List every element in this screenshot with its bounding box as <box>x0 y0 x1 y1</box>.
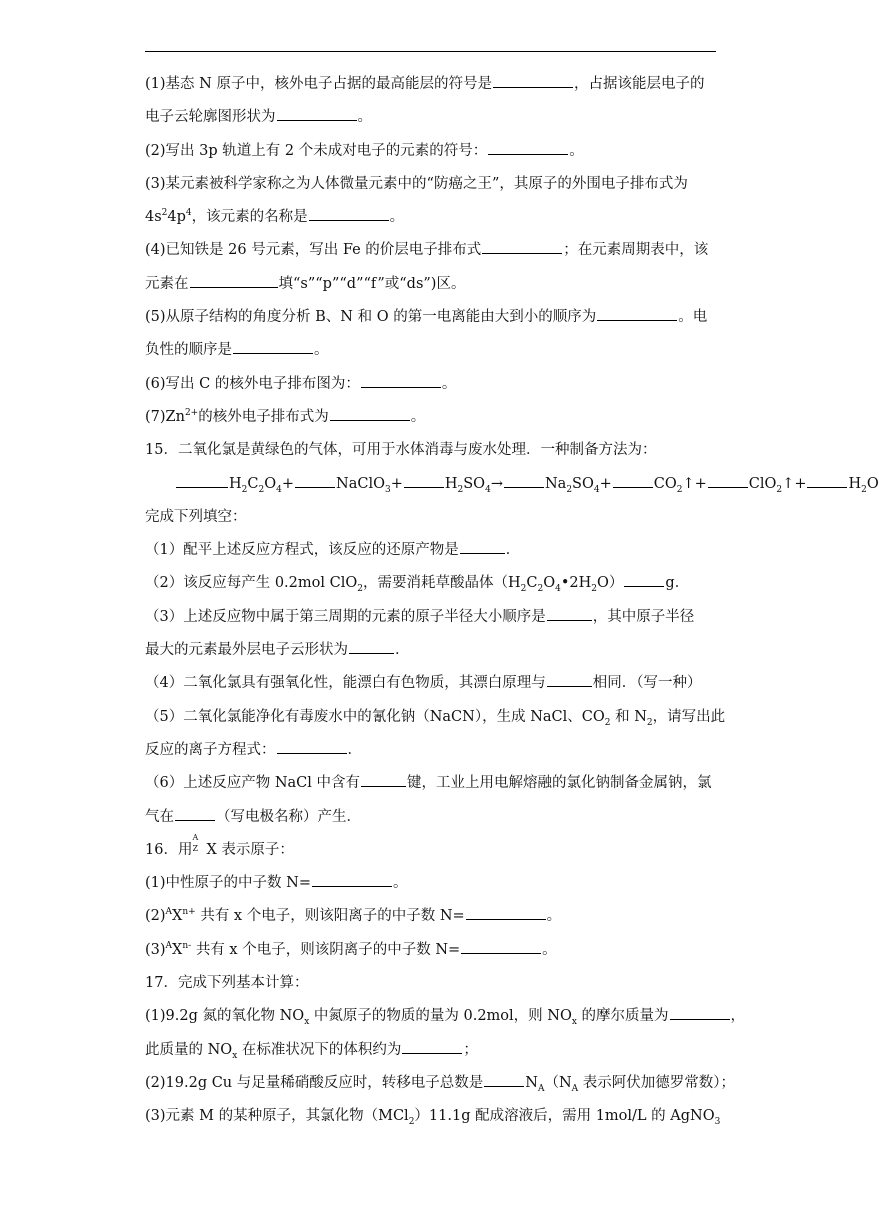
q15-text: （1）配平上述反应方程式，该反应的还原产物是 <box>145 542 459 559</box>
subscript: 2 <box>241 484 248 495</box>
atomic-number: Z <box>192 843 199 853</box>
q14-text: ，占据该能层电子的 <box>573 76 705 92</box>
q15-text: （5）二氧化氯能净化有毒废水中的氰化钠（NaCN），生成 NaCl、CO <box>145 708 605 725</box>
coefficient-blank[interactable] <box>807 472 847 488</box>
q14-text: 填“s”“p”“d”“f”或“ds”)区。 <box>278 275 466 292</box>
formula: H <box>848 475 862 492</box>
subscript: 3 <box>714 1117 721 1128</box>
q14-text: ；在元素周期表中，该 <box>563 242 709 259</box>
punct: 。 <box>410 408 426 425</box>
q15-text: （6）上述反应产物 NaCl 中含有 <box>145 775 361 792</box>
q14-text: (5)从原子结构的角度分析 B、N 和 O 的第一电离能由大到小的顺序为 <box>145 309 597 326</box>
answer-blank[interactable] <box>493 72 573 88</box>
q16-text: 共有 x 个电子，则该阴离子的中子数 N= <box>191 941 461 958</box>
subscript: 2 <box>520 584 527 595</box>
formula: H <box>444 475 458 492</box>
formula: C <box>247 475 259 492</box>
subscript: 2 <box>357 584 363 595</box>
q14-part4-line2 <box>145 268 720 301</box>
answer-blank[interactable] <box>233 338 313 354</box>
answer-blank[interactable] <box>482 238 562 254</box>
formula: O） <box>597 575 624 592</box>
formula: SO <box>572 475 594 492</box>
subscript: 4 <box>555 584 561 595</box>
formula: 4p <box>167 209 186 226</box>
answer-blank[interactable] <box>361 771 406 787</box>
subscript: 2 <box>408 1117 415 1128</box>
q15-sub5-line2 <box>145 734 720 767</box>
q17-text: ）11.1g 配成溶液后，需用 1mol/L 的 AgNO <box>414 1108 715 1125</box>
q15-text: ，其中原子半径 <box>592 608 695 625</box>
subscript: x <box>571 1017 577 1028</box>
unit: g． <box>665 575 690 592</box>
q14-part7 <box>145 401 720 434</box>
question-title: 16．用 <box>145 841 193 858</box>
subscript: 4 <box>276 484 282 495</box>
formula: O <box>543 575 556 592</box>
q15-text: （写电极名称）产生． <box>216 808 361 825</box>
answer-blank[interactable] <box>402 1038 462 1054</box>
q16-title <box>145 834 720 867</box>
formula: 4s <box>145 209 162 226</box>
charge: n- <box>182 940 192 951</box>
coefficient-blank[interactable] <box>295 472 335 488</box>
subscript: 2 <box>861 484 867 495</box>
punct: 。 <box>389 209 405 226</box>
q15-text: 气在 <box>145 808 174 825</box>
q15-sub6-line1 <box>145 767 720 800</box>
answer-blank[interactable] <box>597 305 677 321</box>
answer-blank[interactable] <box>190 272 278 288</box>
q17-part1-line2 <box>145 1034 720 1067</box>
q16-part3 <box>145 934 720 967</box>
reaction-arrow: → <box>490 475 503 492</box>
q14-part3-line2 <box>145 201 720 234</box>
subscript: 2 <box>604 717 611 728</box>
q15-intro <box>145 501 720 534</box>
q17-title <box>145 967 720 1000</box>
q15-sub5-line1 <box>145 701 726 734</box>
answer-blank[interactable] <box>309 205 389 221</box>
answer-blank[interactable] <box>312 871 392 887</box>
q16-text: (3) <box>145 941 166 958</box>
formula: O <box>866 475 879 492</box>
plus-sign: + <box>794 475 807 492</box>
q14-part1-line2 <box>145 101 720 134</box>
formula: SO <box>463 475 486 492</box>
answer-blank[interactable] <box>670 1004 730 1020</box>
subscript: 2 <box>776 484 783 495</box>
q16-part1 <box>145 867 720 900</box>
answer-blank[interactable] <box>461 938 541 954</box>
q15-text: 键，工业上用电解熔融的氯化钠制备金属钠，氯 <box>407 775 712 792</box>
coefficient-blank[interactable] <box>708 472 748 488</box>
header-rule <box>145 51 716 52</box>
question-title: 17．完成下列基本计算： <box>145 975 309 992</box>
q15-text: 最大的元素最外层电子云形状为 <box>145 642 348 659</box>
q17-text: (2)19.2g Cu 与足量稀硝酸反应时，转移电子总数是 <box>145 1074 484 1091</box>
q14-part5-line2 <box>145 334 720 367</box>
q17-text: (1)9.2g 氮的氧化物 NO <box>145 1008 305 1025</box>
q14-part4-line1 <box>145 234 720 267</box>
element-symbol: X <box>172 941 183 958</box>
q14-text: (6)写出 C 的核外电子排布图为： <box>145 375 360 392</box>
element-symbol: X <box>172 908 183 925</box>
formula: ClO <box>748 475 777 492</box>
q17-text: (3)元素 M 的某种原子，其氯化物（MCl <box>145 1108 409 1125</box>
subscript: x <box>304 1017 310 1028</box>
q15-text: （3）上述反应物中属于第三周期的元素的原子半径大小顺序是 <box>145 608 546 625</box>
q16-text: (1)中性原子的中子数 N= <box>145 875 311 892</box>
q17-text: 在标准状况下的体积约为 <box>237 1041 402 1058</box>
answer-blank[interactable] <box>349 638 394 654</box>
answer-blank[interactable] <box>330 405 410 421</box>
q15-text: （4）二氧化氯具有强氧化性，能漂白有色物质，其漂白原理与 <box>145 675 546 692</box>
answer-blank[interactable] <box>484 1071 524 1087</box>
q15-title <box>145 434 720 467</box>
subscript: 2 <box>457 484 464 495</box>
q14-text: 的核外电子排布式为 <box>198 408 329 425</box>
q14-text: (1)基态 N 原子中，核外电子占据的最高能层的符号是 <box>145 76 492 92</box>
nuclide-notation <box>192 832 206 854</box>
coefficient-blank[interactable] <box>404 472 444 488</box>
subscript: A <box>537 1083 545 1094</box>
q14-part3-line1 <box>145 168 720 201</box>
punct: 。 <box>569 142 584 159</box>
q15-text: 和 N <box>610 708 647 725</box>
q17-text: （N <box>544 1074 572 1091</box>
gas-arrow: ↑ <box>682 475 695 492</box>
subscript: 3 <box>384 484 391 495</box>
answer-blank[interactable] <box>277 738 347 754</box>
q14-text: (3)某元素被科学家称之为人体微量元素中的“防癌之王”，其原子的外围电子排布式为 <box>145 175 688 192</box>
q15-sub1 <box>145 534 720 567</box>
q17-part1-line1 <box>145 1000 746 1033</box>
q14-text: 元素在 <box>145 275 189 292</box>
subscript: 2 <box>537 584 544 595</box>
answer-blank[interactable] <box>175 805 215 821</box>
plus-sign: + <box>694 475 707 492</box>
q14-part6 <box>145 368 720 401</box>
answer-blank[interactable] <box>277 105 357 121</box>
q15-equation <box>145 468 879 501</box>
punct: ． <box>505 542 521 559</box>
formula: N <box>525 1074 538 1091</box>
formula: (7)Zn <box>145 408 185 425</box>
q15-sub4 <box>145 667 720 700</box>
q16-part2 <box>145 900 720 933</box>
q14-part5-line1 <box>145 301 720 334</box>
plus-sign: + <box>281 475 295 492</box>
punct: 。 <box>393 875 408 892</box>
q15-text: ，请写出此 <box>652 708 726 725</box>
q14-text: ，该元素的名称是 <box>191 209 308 226</box>
answer-blank[interactable] <box>466 904 546 920</box>
answer-blank[interactable] <box>361 372 441 388</box>
q15-text: 完成下列填空： <box>145 508 247 525</box>
q15-sub3-line2 <box>145 634 720 667</box>
q16-text: (2) <box>145 908 166 925</box>
q14-text: (2)写出 3p 轨道上有 2 个未成对电子的元素的符号： <box>145 142 488 159</box>
subscript: x <box>232 1050 238 1061</box>
subscript: 4 <box>485 484 491 495</box>
mass-number: A <box>192 832 199 842</box>
formula: CO <box>653 475 677 492</box>
superscript: 2+ <box>184 408 199 419</box>
subscript: 2 <box>258 484 265 495</box>
punct: ． <box>395 642 410 659</box>
question-title: 15．二氧化氯是黄绿色的气体，可用于水体消毒与废水处理．一种制备方法为： <box>145 442 657 459</box>
subscript: 2 <box>676 484 683 495</box>
q15-text: 相同．（写一种） <box>592 675 702 692</box>
q14-part2 <box>145 135 720 168</box>
q14-text: 。电 <box>678 309 708 326</box>
mass-number: A <box>165 940 173 951</box>
answer-blank[interactable] <box>488 139 568 155</box>
punct: 。 <box>542 941 557 958</box>
answer-blank[interactable] <box>460 538 505 554</box>
answer-blank[interactable] <box>624 571 664 587</box>
element-symbol: X <box>206 841 217 858</box>
mass-number: A <box>165 907 173 918</box>
q17-text: 表示阿伏加德罗常数）； <box>578 1074 735 1091</box>
coefficient-blank[interactable] <box>504 472 544 488</box>
formula: H <box>229 475 242 492</box>
formula: C <box>526 575 538 592</box>
q15-text: ，需要消耗草酸晶体（H <box>362 575 521 592</box>
q14-text: 负性的顺序是 <box>145 342 232 359</box>
q14-part1-line1 <box>145 68 720 101</box>
worksheet-body <box>145 68 879 1134</box>
subscript: 4 <box>593 484 600 495</box>
plus-sign: + <box>599 475 612 492</box>
punct: ， <box>730 1008 746 1025</box>
q17-part2 <box>145 1067 735 1100</box>
q15-text: 反应的离子方程式： <box>145 741 276 758</box>
punct: 。 <box>357 109 372 126</box>
q17-text: 此质量的 NO <box>145 1041 233 1058</box>
coefficient-blank[interactable] <box>613 472 653 488</box>
q17-part3 <box>145 1100 720 1133</box>
answer-blank[interactable] <box>547 605 592 621</box>
subscript: 2 <box>591 584 598 595</box>
q15-text: （2）该反应每产生 0.2mol ClO <box>145 575 358 592</box>
superscript: 4 <box>185 208 192 219</box>
q14-text: 电子云轮廓图形状为 <box>145 109 276 126</box>
subscript: A <box>571 1083 579 1094</box>
punct: ． <box>347 741 362 758</box>
punct: 。 <box>314 342 329 359</box>
punct: ； <box>463 1041 478 1058</box>
q14-text: (4)已知铁是 26 号元素，写出 Fe 的价层电子排布式 <box>145 242 482 259</box>
formula: •2H <box>560 575 592 592</box>
subscript: 2 <box>566 484 573 495</box>
superscript: 2 <box>161 208 168 219</box>
punct: 。 <box>441 375 457 392</box>
q15-sub3-line1 <box>145 601 720 634</box>
q17-text: 中氮原子的物质的量为 0.2mol，则 NO <box>309 1008 572 1025</box>
answer-blank[interactable] <box>547 671 592 687</box>
charge: n+ <box>182 907 196 918</box>
gas-arrow: ↑ <box>782 475 795 492</box>
formula: NaClO <box>336 475 385 492</box>
formula: Na <box>544 475 567 492</box>
formula: O <box>264 475 277 492</box>
q15-sub2 <box>145 567 720 600</box>
plus-sign: + <box>390 475 403 492</box>
question-title: 表示原子： <box>216 841 294 858</box>
q16-text: 共有 x 个电子，则该阳离子的中子数 N= <box>195 908 465 925</box>
subscript: 2 <box>646 717 653 728</box>
q15-sub6-line2 <box>145 801 720 834</box>
coefficient-blank[interactable] <box>176 472 228 488</box>
punct: 。 <box>546 908 562 925</box>
q17-text: 的摩尔质量为 <box>576 1008 669 1025</box>
